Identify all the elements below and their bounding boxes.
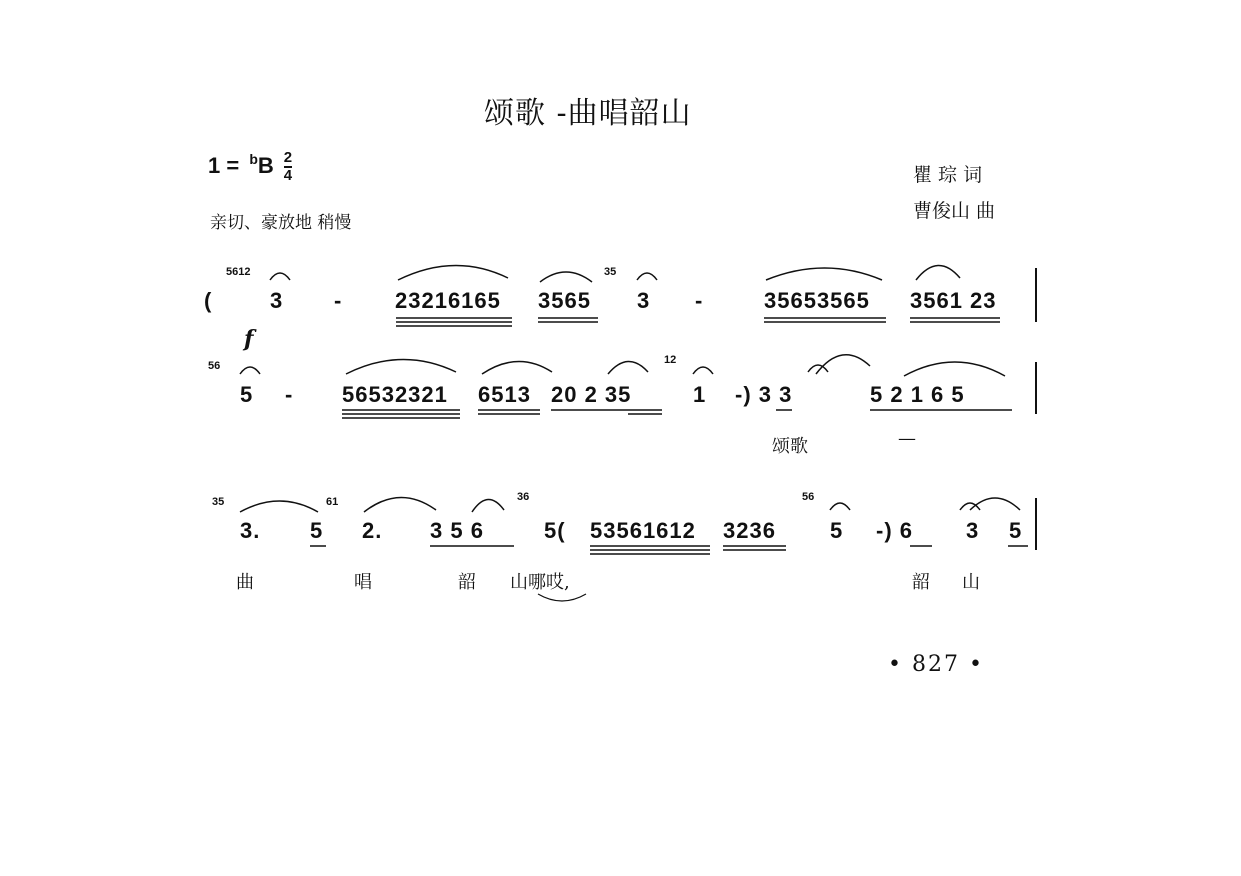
slur [472,499,504,512]
lyricist-credit: 瞿 琮 词 [913,164,983,186]
slur [766,268,882,280]
note-group: 53561612 [590,518,696,543]
note-group: 5 [1009,518,1023,543]
tempo-marking: 亲切、豪放地 稍慢 [210,213,352,233]
note-group: ( [204,288,213,313]
slur [608,361,648,374]
composer-credit: 曹俊山 曲 [913,200,996,222]
lyric: 韶 [458,572,476,593]
lyric: 颂歌 [772,436,808,457]
note-group: 3565 [538,288,591,313]
note-group: 3 [270,288,284,313]
grace-notes: 36 [517,491,530,503]
note-group: 3 [637,288,651,313]
note-group: -) 6 [876,518,913,543]
fermata [637,273,657,280]
note-group: 56532321 [342,382,448,407]
fermata [270,273,290,280]
slur [346,359,456,374]
grace-notes: 56 [802,491,815,503]
fermata [240,367,260,374]
note-group: - [334,288,343,313]
lyric: 山哪哎, [510,572,570,593]
lyric: 山 [962,572,980,593]
slur [538,594,586,601]
slur [970,498,1020,510]
note-group: 3236 [723,518,776,543]
grace-notes: 12 [664,354,677,366]
page-number: • 827 • [888,652,984,677]
song-title: 颂歌 -曲唱韶山 [484,96,692,131]
note-group: 5( [544,518,566,543]
note-group: -) 3 3 [735,382,793,407]
note-group: 3 5 6 [430,518,484,543]
time-denominator: 4 [283,167,293,184]
note-group: 2. [362,518,383,543]
slur [816,355,870,374]
note-group: 35653565 [764,288,870,313]
note-group: 1 [693,382,707,407]
key-tonic: 1 = [208,152,246,178]
key-flat: b [249,151,258,168]
note-group: 5 [830,518,844,543]
slur [364,497,436,512]
time-numerator: 2 [283,149,293,166]
lyric: 韶 [912,572,930,593]
grace-notes: 35 [604,266,617,278]
grace-notes: 35 [212,496,225,508]
slur [240,501,318,512]
slur [398,265,508,280]
note-group: 5 2 1 6 5 [870,382,965,407]
grace-notes: 61 [326,496,339,508]
grace-notes: 56 [208,360,221,372]
note-group: 5 [240,382,254,407]
note-group: - [695,288,704,313]
key-note: B [257,152,274,178]
note-group: 3 [966,518,980,543]
lyric: — [898,428,916,449]
note-group: - [285,382,294,407]
note-group: 5 [310,518,324,543]
slur [904,362,1005,376]
grace-notes: 5612 [226,266,251,278]
note-group: 3561 23 [910,288,997,313]
slur [540,272,592,282]
lyric: 唱 [354,572,372,593]
dynamic-marking: f [244,326,254,352]
note-group: 6513 [478,382,531,407]
lyric: 曲 [236,572,254,593]
note-group: 3. [240,518,261,543]
fermata [830,503,850,510]
slur [482,361,552,374]
note-group: 23216165 [395,288,501,313]
fermata [693,367,713,374]
note-group: 20 2 35 [551,382,632,407]
slur [916,265,960,280]
